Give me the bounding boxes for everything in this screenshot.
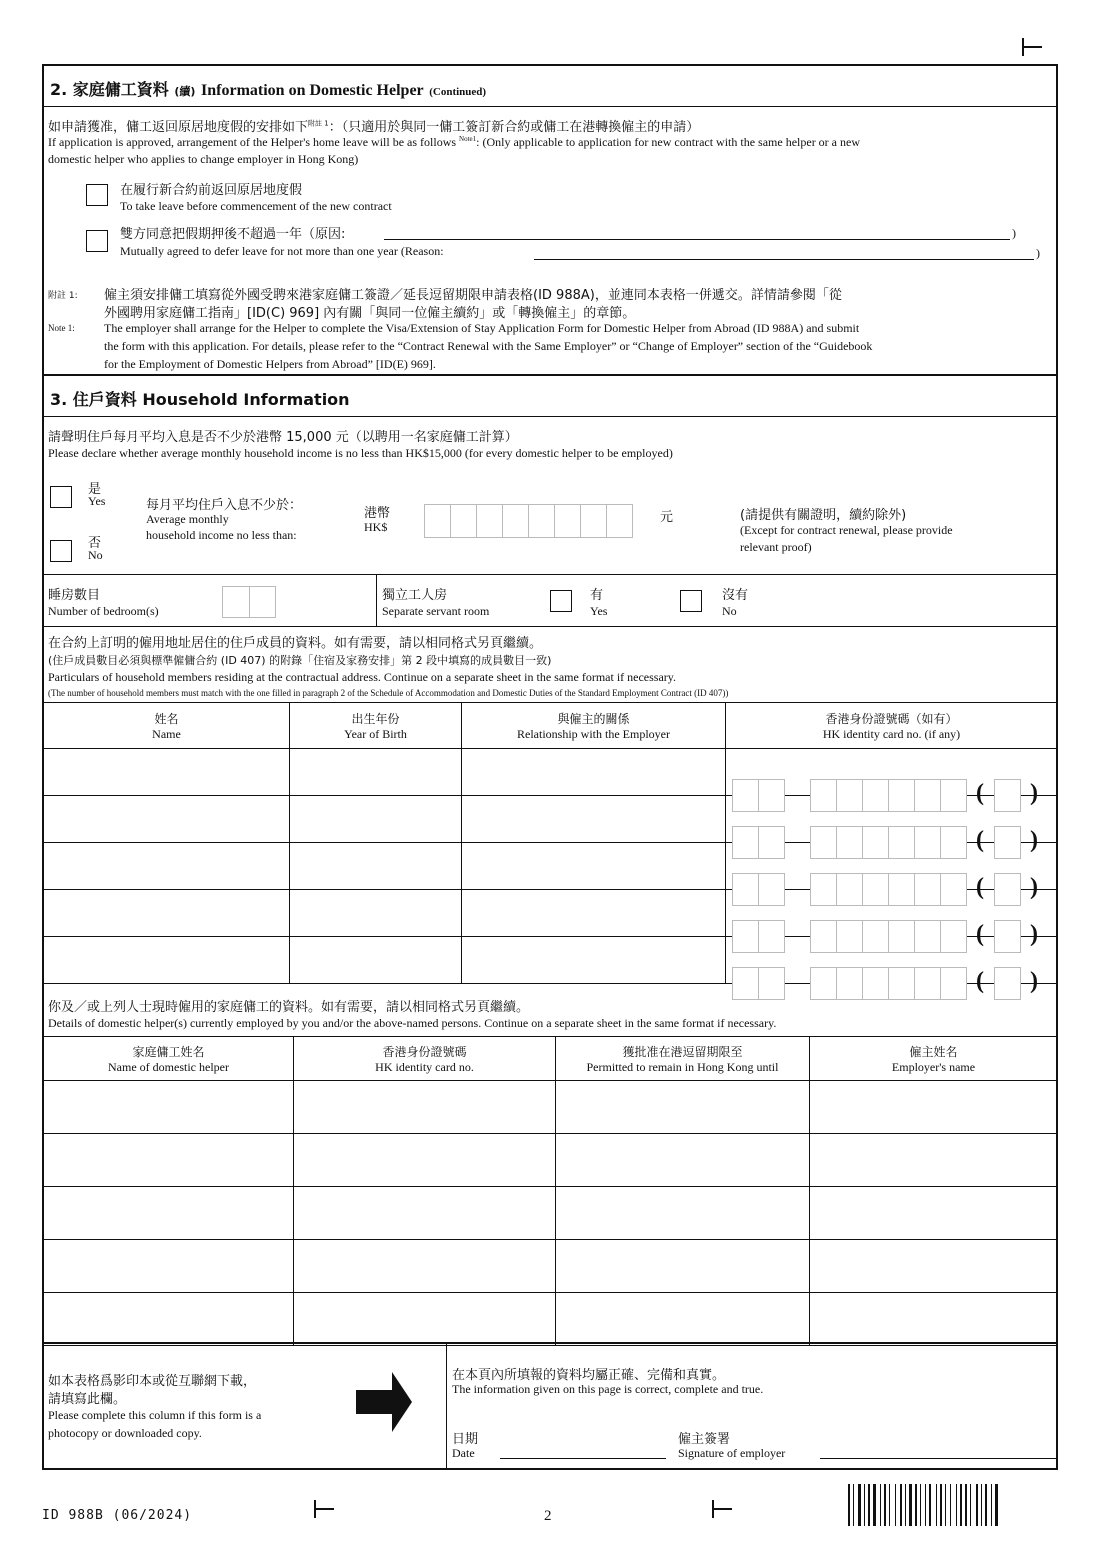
members-intro-zh-2: (住戶成員數目必須與標準僱傭合約 (ID 407) 的附錄「住宿及家務安排」第 2 段中填寫的成員數目一致) [48, 654, 552, 667]
member-hkid-cell[interactable]: ( ) [726, 890, 1058, 937]
member-relationship-cell[interactable] [462, 890, 726, 937]
note-1-en-line-1: The employer shall arrange for the Helper to complete the Visa/Extension of Stay Application Form for Domestic Helper from Abroad (ID 988A) and submit [104, 321, 860, 335]
helper-hkid-cell[interactable] [294, 1293, 556, 1346]
member-name-cell[interactable] [44, 890, 290, 937]
leave-arrangement-en: If application is approved, arrangement of the Helper's home leave will be as follows $^{Note1}$: (Only applicable to application for new contract with the same helper or a new [48, 135, 860, 149]
yes-label-en: Yes [88, 494, 106, 508]
section-2-header [44, 66, 1056, 107]
col-name-header: 姓名 Name [44, 703, 290, 749]
current-helpers-table [43, 1036, 1058, 1346]
divider-bedrooms-top [44, 574, 1056, 575]
table-row [44, 1293, 1058, 1346]
proof-note-en-2: relevant proof) [740, 540, 812, 554]
table-row [44, 1134, 1058, 1187]
hkd-label-en: HK$ [364, 520, 388, 534]
helpers-header-row [44, 1037, 1058, 1081]
servant-room-en: Separate servant room [382, 604, 490, 618]
member-birth-year-cell[interactable] [290, 749, 462, 796]
member-hkid-cell[interactable]: ( ) [726, 796, 1058, 843]
helper-hkid-cell[interactable] [294, 1134, 556, 1187]
table-row [44, 749, 1058, 796]
proof-note-en-1: (Except for contract renewal, please provide [740, 523, 953, 537]
col-helper-hkid-header: 香港身份證號碼 HK identity card no. [294, 1037, 556, 1081]
barcode-image [848, 1484, 1058, 1526]
checkbox-leave-before-contract[interactable] [86, 184, 108, 206]
no-label-zh: 否 [88, 536, 102, 551]
member-birth-year-cell[interactable] [290, 843, 462, 890]
bedrooms-label-zh: 睡房數目 [48, 588, 101, 603]
member-birth-year-cell[interactable] [290, 796, 462, 843]
registration-mark-bottom-right [712, 1500, 732, 1518]
section-2-title: 2. 家庭傭工資料 (續) Information on Domestic Helper (Continued) [50, 80, 487, 99]
helper-name-cell[interactable] [44, 1134, 294, 1187]
note-1-en-line-3: for the Employment of Domestic Helpers from Abroad” [ID(E) 969]. [104, 357, 436, 371]
reason-close-paren-2: ) [1036, 246, 1040, 260]
member-name-cell[interactable] [44, 843, 290, 890]
option-defer-leave-zh: 雙方同意把假期押後不超過一年（原因: [120, 227, 346, 242]
member-relationship-cell[interactable] [462, 749, 726, 796]
helper-hkid-cell[interactable] [294, 1187, 556, 1240]
bedrooms-input[interactable] [222, 586, 276, 618]
avg-income-en-1: Average monthly [146, 512, 229, 526]
col-birth-year-header: 出生年份 Year of Birth [290, 703, 462, 749]
copy-note-en-1: Please complete this column if this form is a [48, 1408, 262, 1422]
divider-confirm-top [44, 1342, 1056, 1344]
col-permitted-until-header: 獲批准在港逗留期限至 Permitted to remain in Hong Kong until [556, 1037, 810, 1081]
option-leave-before-en: To take leave before commencement of the new contract [120, 199, 392, 213]
arrow-right-icon [356, 1372, 412, 1432]
helper-name-cell[interactable] [44, 1187, 294, 1240]
helper-name-cell[interactable] [44, 1293, 294, 1346]
divider-members-top [44, 626, 1056, 627]
servant-yes-en: Yes [590, 604, 608, 618]
signature-line[interactable] [820, 1458, 1056, 1459]
note-label-en: Note 1: [48, 323, 75, 333]
yes-label-zh: 是 [88, 482, 102, 497]
note-1-zh-line-2: 外國聘用家庭傭工指南」[ID(C) 969] 內有關「與同一位僱主續約」或「轉換僱主」的章節。 [104, 306, 636, 321]
col-employer-name-header: 僱主姓名 Employer's name [810, 1037, 1058, 1081]
table-row [44, 1081, 1058, 1134]
note-1-en-line-2: the form with this application. For details, please refer to the “Contract Renewal with the Same Employer” or “Change of Employer” section of the “Guidebook [104, 339, 873, 353]
helper-employer-cell[interactable] [810, 1293, 1058, 1346]
helpers-intro-en: Details of domestic helper(s) currently employed by you and/or the above-named persons. Continue on a separate sheet in the same format if necessary. [48, 1016, 777, 1030]
declaration-zh: 在本頁內所填報的資料均屬正確、完備和真實。 [452, 1368, 726, 1383]
members-intro-en-2: (The number of household members must match with the one filled in paragraph 2 of the Schedule of Accommodation and Domestic Duties of the Standard Employment Contract (ID 407)) [48, 688, 729, 698]
income-declare-en: Please declare whether average monthly household income is no less than HK$15,000 (for every domestic helper to be employed) [48, 446, 673, 460]
helper-hkid-cell[interactable] [294, 1081, 556, 1134]
note-label-zh: 附註 1: [48, 291, 78, 301]
yuan-label: 元 [660, 510, 674, 525]
date-line[interactable] [500, 1458, 666, 1459]
checkbox-servant-room-no[interactable] [680, 590, 702, 612]
declaration-en: The information given on this page is correct, complete and true. [452, 1382, 764, 1396]
helper-hkid-cell[interactable] [294, 1240, 556, 1293]
avg-income-en-2: household income no less than: [146, 528, 297, 542]
income-amount-input[interactable] [424, 504, 634, 538]
household-members-table [43, 702, 1058, 994]
member-hkid-cell[interactable]: ( ) [726, 843, 1058, 890]
members-header-row [44, 703, 1058, 749]
servant-yes-zh: 有 [590, 588, 604, 603]
registration-mark-top-right [1022, 38, 1042, 56]
servant-room-zh: 獨立工人房 [382, 588, 448, 603]
reason-close-paren-1: ) [1012, 226, 1016, 240]
member-relationship-cell[interactable] [462, 796, 726, 843]
signature-label-zh: 僱主簽署 [678, 1432, 731, 1447]
member-birth-year-cell[interactable] [290, 890, 462, 937]
helper-permitted-until-cell[interactable] [556, 1134, 810, 1187]
member-name-cell[interactable] [44, 937, 290, 984]
reason-line-2[interactable] [534, 259, 1034, 260]
copy-note-en-2: photocopy or downloaded copy. [48, 1426, 202, 1440]
checkbox-servant-room-yes[interactable] [550, 590, 572, 612]
member-name-cell[interactable] [44, 749, 290, 796]
page-number: 2 [544, 1508, 552, 1524]
servant-no-en: No [722, 604, 737, 618]
proof-note-zh: (請提供有關證明，續約除外) [740, 508, 907, 523]
table-row [44, 1240, 1058, 1293]
member-hkid-cell[interactable]: ( ) [726, 937, 1058, 984]
member-hkid-cell[interactable]: ( ) [726, 749, 1058, 796]
helper-employer-cell[interactable] [810, 1134, 1058, 1187]
divider-bedrooms-mid [376, 574, 377, 626]
col-relationship-header: 與僱主的關係 Relationship with the Employer [462, 703, 726, 749]
helper-name-cell[interactable] [44, 1081, 294, 1134]
reason-line-1[interactable] [384, 239, 1010, 240]
member-birth-year-cell[interactable] [290, 937, 462, 984]
copy-note-zh-2: 請填寫此欄。 [48, 1392, 127, 1407]
servant-no-zh: 沒有 [722, 588, 749, 603]
helpers-intro-zh: 你及／或上列人士現時僱用的家庭傭工的資料。如有需要，請以相同格式另頁繼續。 [48, 1000, 530, 1015]
section-3-frame [42, 374, 1058, 1470]
helper-employer-cell[interactable] [810, 1187, 1058, 1240]
leave-arrangement-zh: 如申請獲准，傭工返回原居地度假的安排如下$^{附註 1}$：（只適用於與同一傭工簽訂新合約或傭工在港轉換僱主的申請） [48, 119, 700, 135]
date-label-zh: 日期 [452, 1432, 479, 1447]
note-1-zh-line-1: 僱主須安排傭工填寫從外國受聘來港家庭傭工簽證／延長逗留期限申請表格(ID 988A)，並連同本表格一併遞交。詳情請參閱「從 [104, 288, 842, 303]
avg-income-zh: 每月平均住戶入息不少於： [146, 498, 303, 513]
section-3-header [44, 376, 1056, 417]
helper-employer-cell[interactable] [810, 1240, 1058, 1293]
col-hkid-header: 香港身份證號碼（如有） HK identity card no. (if any) [726, 703, 1058, 749]
helper-name-cell[interactable] [44, 1240, 294, 1293]
income-declare-zh: 請聲明住戶每月平均入息是否不少於港幣 15,000 元（以聘用一名家庭傭工計算） [48, 430, 518, 445]
member-name-cell[interactable] [44, 796, 290, 843]
helper-employer-cell[interactable] [810, 1081, 1058, 1134]
divider-confirm-mid [446, 1344, 447, 1468]
leave-arrangement-en-2: domestic helper who applies to change employer in Hong Kong) [48, 152, 359, 166]
checkbox-defer-leave[interactable] [86, 230, 108, 252]
helper-permitted-until-cell[interactable] [556, 1081, 810, 1134]
checkbox-income-yes[interactable] [50, 486, 72, 508]
section-3-title: 3. 住戶資料 Household Information [50, 390, 350, 409]
member-relationship-cell[interactable] [462, 937, 726, 984]
copy-note-zh-1: 如本表格爲影印本或從互聯網下載， [48, 1374, 257, 1389]
option-defer-leave-en: Mutually agreed to defer leave for not more than one year (Reason: [120, 244, 444, 258]
members-intro-en-1: Particulars of household members residing at the contractual address. Continue on a separate sheet in the same format if necessary. [48, 670, 677, 684]
date-label-en: Date [452, 1446, 475, 1460]
form-code: ID 988B (06/2024) [42, 1508, 193, 1523]
hkd-label-zh: 港幣 [364, 506, 391, 521]
table-row [44, 1187, 1058, 1240]
helper-permitted-until-cell[interactable] [556, 1293, 810, 1346]
bedrooms-label-en: Number of bedroom(s) [48, 604, 159, 618]
registration-mark-bottom-left [314, 1500, 334, 1518]
helper-permitted-until-cell[interactable] [556, 1240, 810, 1293]
option-leave-before-zh: 在履行新合約前返回原居地度假 [120, 183, 303, 198]
signature-label-en: Signature of employer [678, 1446, 786, 1460]
section-2-frame [42, 64, 1058, 376]
no-label-en: No [88, 548, 103, 562]
helper-permitted-until-cell[interactable] [556, 1187, 810, 1240]
checkbox-income-no[interactable] [50, 540, 72, 562]
member-relationship-cell[interactable] [462, 843, 726, 890]
members-intro-zh-1: 在合約上訂明的僱用地址居住的住戶成員的資料。如有需要，請以相同格式另頁繼續。 [48, 636, 543, 651]
col-helper-name-header: 家庭傭工姓名 Name of domestic helper [44, 1037, 294, 1081]
